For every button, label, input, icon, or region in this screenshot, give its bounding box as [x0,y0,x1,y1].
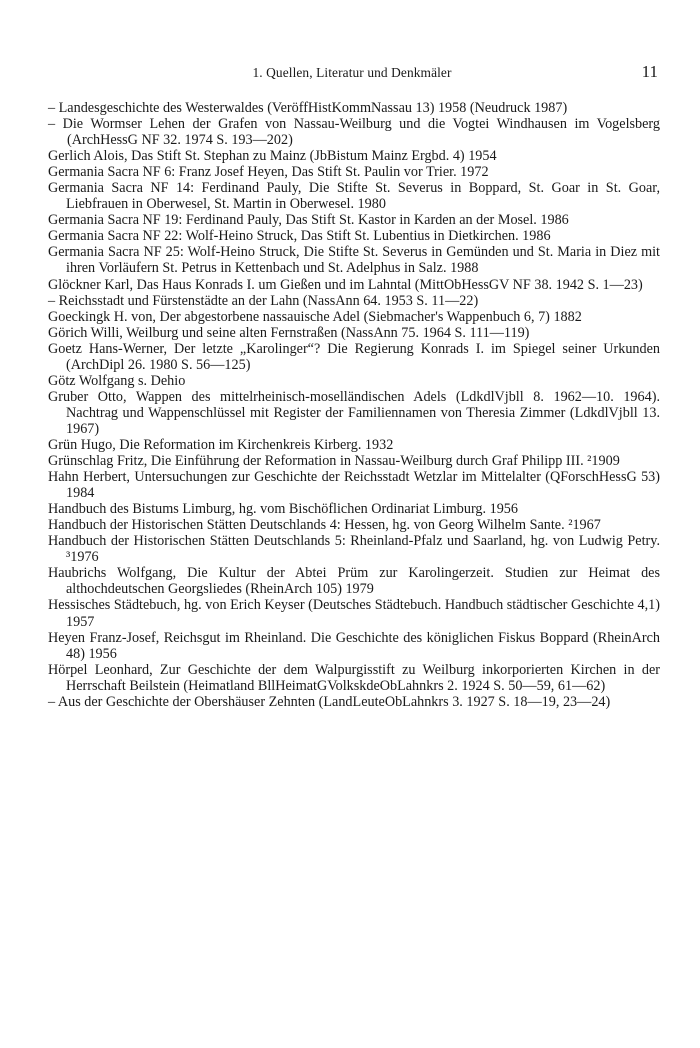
bibliography-entry: Hessisches Städtebuch, hg. von Erich Keyser (Deutsches Städtebuch. Handbuch städtischer Geschichte 4,1) 1957 [48,597,660,630]
bibliography-entry: Germania Sacra NF 25: Wolf-Heino Struck, Die Stifte St. Severus in Gemünden und St. Maria in Diez mit ihren Vorläufern St. Petrus in Kettenbach und St. Adelphus in Salz. 1988 [48,244,660,277]
bibliography-entry: Germania Sacra NF 14: Ferdinand Pauly, Die Stifte St. Severus in Boppard, St. Goar in St. Goar, Liebfrauen in Oberwesel, St. Martin in Oberwesel. 1980 [48,180,660,213]
bibliography-entry: Handbuch der Historischen Stätten Deutschlands 4: Hessen, hg. von Georg Wilhelm Sante. ²1967 [48,517,601,534]
bibliography-entry: Grün Hugo, Die Reformation im Kirchenkreis Kirberg. 1932 [48,436,394,453]
bibliography-entry: Hahn Herbert, Untersuchungen zur Geschichte der Reichsstadt Wetzlar im Mittelalter (QForschHessG 53) 1984 [48,469,660,502]
bibliography-entry: – Reichsstadt und Fürstenstädte an der Lahn (NassAnn 64. 1953 S. 11—22) [48,292,479,309]
bibliography-entry: Haubrichs Wolfgang, Die Kultur der Abtei Prüm zur Karolingerzeit. Studien zur Heimat des althochdeutschen Georgsliedes (RheinArch 105) 1979 [48,565,660,598]
running-title: 1. Quellen, Literatur und Denkmäler [252,65,452,80]
page-header [46,62,658,84]
page-number: 11 [641,62,658,81]
bibliography-list [48,100,660,710]
bibliography-entry: Grünschlag Fritz, Die Einführung der Reformation in Nassau-Weilburg durch Graf Philipp III. ²1909 [48,453,620,470]
bibliography-entry: – Aus der Geschichte der Obershäuser Zehnten (LandLeuteObLahnkrs 3. 1927 S. 18—19, 23—24) [48,693,611,710]
bibliography-entry: Handbuch der Historischen Stätten Deutschlands 5: Rheinland-Pfalz und Saarland, hg. von Ludwig Petry. ³1976 [48,533,660,566]
bibliography-entry: Glöckner Karl, Das Haus Konrads I. um Gießen und im Lahntal (MittObHessGV NF 38. 1942 S. 1—23) [48,276,643,293]
bibliography-entry: Germania Sacra NF 6: Franz Josef Heyen, Das Stift St. Paulin vor Trier. 1972 [48,164,489,181]
bibliography-entry: – Die Wormser Lehen der Grafen von Nassau-Weilburg und die Vogtei Windhausen im Vogelsberg (ArchHessG NF 32. 1974 S. 193—202) [48,116,660,149]
bibliography-entry: Hörpel Leonhard, Zur Geschichte der dem Walpurgisstift zu Weilburg inkorporierten Kirchen in der Herrschaft Beilstein (Heimatland BllHeimatGVolkskdeObLahnkrs 2. 1924 S. 50—59, 61—62) [48,661,660,694]
bibliography-entry: Goeckingk H. von, Der abgestorbene nassauische Adel (Siebmacher's Wappenbuch 6, 7) 1882 [48,308,582,325]
bibliography-entry: Gerlich Alois, Das Stift St. Stephan zu Mainz (JbBistum Mainz Ergbd. 4) 1954 [48,148,497,165]
bibliography-entry: – Landesgeschichte des Westerwaldes (VeröffHistKommNassau 13) 1958 (Neudruck 1987) [48,100,568,116]
bibliography-entry: Handbuch des Bistums Limburg, hg. vom Bischöflichen Ordinariat Limburg. 1956 [48,501,518,518]
bibliography-entry: Germania Sacra NF 19: Ferdinand Pauly, Das Stift St. Kastor in Karden an der Mosel. 1986 [48,212,569,229]
bibliography-entry: Gruber Otto, Wappen des mittelrheinisch-moselländischen Adels (LdkdlVjbll 8. 1962—10. 1964). Nachtrag und Wappenschlüssel mit Register der Familiennamen von Theresia Zimmer (LdkdlVjbll 13. 1967) [48,388,660,437]
bibliography-entry: Görich Willi, Weilburg und seine alten Fernstraßen (NassAnn 75. 1964 S. 111—119) [48,324,530,341]
bibliography-entry: Heyen Franz-Josef, Reichsgut im Rheinland. Die Geschichte des königlichen Fiskus Boppard (RheinArch 48) 1956 [48,629,660,662]
bibliography-entry: Germania Sacra NF 22: Wolf-Heino Struck, Das Stift St. Lubentius in Dietkirchen. 1986 [48,228,551,245]
bibliography-entry: Götz Wolfgang s. Dehio [48,372,186,389]
bibliography-entry: Goetz Hans-Werner, Der letzte „Karolinger“? Die Regierung Konrads I. im Spiegel seiner Urkunden (ArchDipl 26. 1980 S. 56—125) [48,340,660,373]
